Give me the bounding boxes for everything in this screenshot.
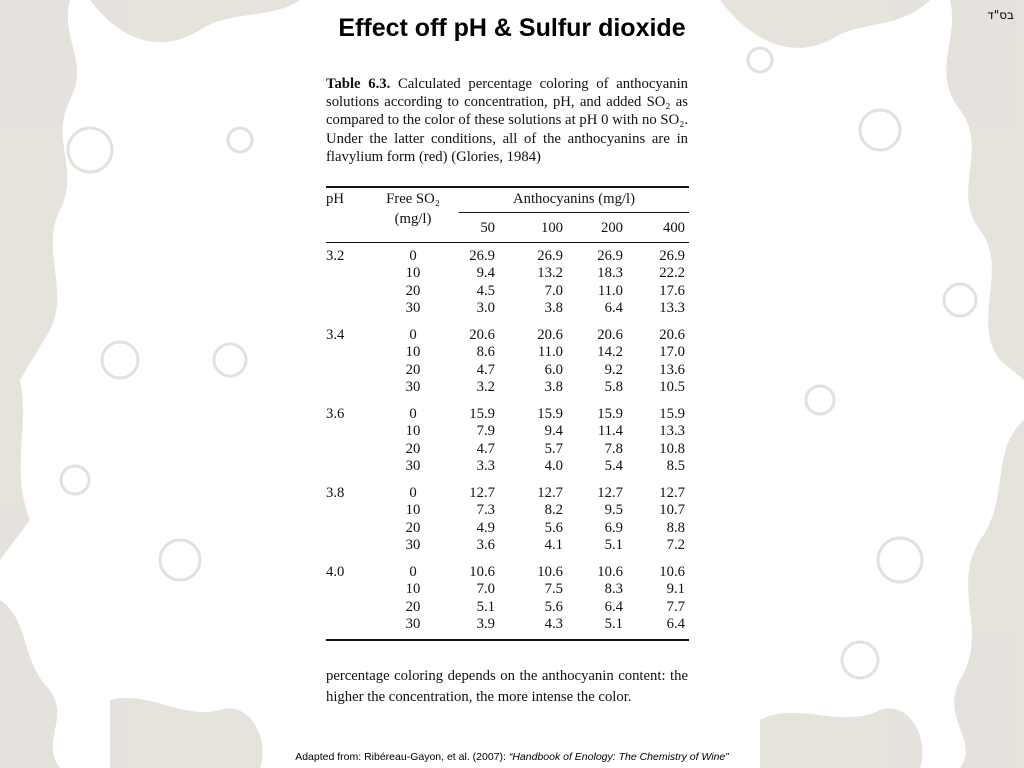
free-so2-value: 0	[409, 564, 417, 580]
free-so2-value: 20	[405, 361, 421, 378]
citation-prefix: Adapted from: Ribéreau-Gayon, et al. (2007):	[295, 751, 509, 763]
column-header-free-so2-unit: (mg/l)	[394, 211, 432, 227]
coloring-percentage-cell: 11.0	[597, 282, 623, 299]
table-header-rule	[326, 242, 689, 243]
coloring-percentage-cell: 15.9	[597, 406, 623, 422]
table-caption-label: Table 6.3.	[326, 76, 391, 92]
conclusion-note: percentage coloring depends on the anthocyanin content: the higher the concentration, the more intense the color.	[326, 668, 688, 705]
coloring-percentage-cell: 9.4	[476, 265, 495, 282]
coloring-percentage-cell: 17.6	[659, 282, 685, 299]
coloring-percentage-cell: 8.6	[476, 344, 495, 361]
coloring-percentage-cell: 10.6	[469, 564, 495, 580]
coloring-percentage-cell: 5.1	[476, 598, 495, 615]
free-so2-value: 0	[409, 485, 417, 501]
coloring-percentage-cell: 12.7	[659, 485, 685, 501]
coloring-percentage-cell: 18.3	[597, 265, 623, 282]
coloring-percentage-cell: 15.9	[537, 406, 563, 422]
coloring-percentage-cell: 9.5	[604, 502, 623, 519]
free-so2-value: 30	[405, 458, 421, 475]
free-so2-value: 20	[405, 598, 421, 615]
coloring-percentage-cell: 4.0	[544, 458, 563, 475]
coloring-percentage-cell: 20.6	[659, 327, 685, 343]
concentration-header: 100	[540, 220, 563, 236]
table-panel	[313, 65, 705, 737]
coloring-percentage-cell: 8.2	[544, 502, 563, 519]
coloring-percentage-cell: 6.4	[666, 616, 685, 633]
coloring-percentage-cell: 3.8	[544, 379, 563, 396]
free-so2-value: 30	[405, 537, 421, 554]
ph-value: 3.8	[326, 485, 345, 501]
column-header-free-so2: Free SO₂	[386, 191, 440, 207]
coloring-percentage-cell: 9.4	[544, 423, 563, 440]
source-citation	[0, 751, 1024, 763]
free-so2-value: 30	[405, 616, 421, 633]
coloring-percentage-cell: 12.7	[537, 485, 563, 501]
ph-value: 3.2	[326, 248, 345, 264]
coloring-percentage-cell: 14.2	[597, 344, 623, 361]
coloring-percentage-cell: 9.1	[666, 581, 685, 598]
free-so2-value: 10	[405, 423, 421, 440]
coloring-percentage-cell: 4.1	[544, 537, 563, 554]
coloring-percentage-cell: 5.4	[604, 458, 623, 475]
coloring-percentage-cell: 7.0	[544, 282, 563, 299]
column-header-ph: pH	[326, 191, 344, 207]
coloring-percentage-cell: 5.7	[544, 440, 563, 457]
free-so2-value: 20	[405, 519, 421, 536]
coloring-percentage-cell: 10.8	[659, 440, 685, 457]
coloring-percentage-cell: 3.6	[476, 537, 495, 554]
free-so2-value: 0	[409, 327, 417, 343]
free-so2-value: 0	[409, 406, 417, 422]
coloring-percentage-cell: 13.3	[659, 423, 685, 440]
coloring-percentage-cell: 15.9	[469, 406, 495, 422]
coloring-percentage-cell: 26.9	[537, 248, 563, 264]
coloring-percentage-cell: 5.1	[604, 537, 623, 554]
table-caption-text: Calculated percentage coloring of anthocyanin solutions according to concentration, pH, and added SO₂ as compared to the color of these solutions at pH 0 with no SO₂. Under the latter conditions, all of the anthocyanins are in flavylium form (red) (Glories, 1984)	[326, 76, 688, 165]
coloring-percentage-cell: 10.7	[659, 502, 685, 519]
concentration-header: 200	[600, 220, 623, 236]
coloring-percentage-cell: 5.6	[544, 519, 563, 536]
coloring-percentage-cell: 13.2	[537, 265, 563, 282]
ph-value: 4.0	[326, 564, 345, 580]
coloring-percentage-cell: 7.3	[476, 502, 495, 519]
ph-value: 3.4	[326, 327, 345, 343]
ph-value: 3.6	[326, 406, 345, 422]
coloring-percentage-cell: 5.1	[604, 616, 623, 633]
coloring-percentage-cell: 10.6	[597, 564, 623, 580]
coloring-percentage-cell: 26.9	[597, 248, 623, 264]
coloring-percentage-cell: 26.9	[469, 248, 495, 264]
free-so2-value: 10	[405, 502, 421, 519]
coloring-percentage-cell: 5.6	[544, 598, 563, 615]
coloring-percentage-cell: 3.2	[476, 379, 495, 396]
free-so2-value: 30	[405, 379, 421, 396]
coloring-percentage-cell: 20.6	[537, 327, 563, 343]
free-so2-value: 10	[405, 581, 421, 598]
coloring-percentage-cell: 7.0	[476, 581, 495, 598]
coloring-percentage-cell: 7.2	[666, 537, 685, 554]
coloring-percentage-cell: 7.8	[604, 440, 623, 457]
free-so2-value: 10	[405, 344, 421, 361]
citation-book-title: “Handbook of Enology: The Chemistry of Wine”	[508, 751, 729, 763]
coloring-percentage-cell: 10.5	[659, 379, 685, 396]
coloring-percentage-cell: 10.6	[659, 564, 685, 580]
coloring-percentage-cell: 3.3	[476, 458, 495, 475]
concentration-header: 50	[480, 220, 495, 236]
slide-title: Effect off pH & Sulfur dioxide	[338, 14, 686, 42]
coloring-percentage-cell: 4.7	[476, 361, 495, 378]
coloring-percentage-cell: 7.7	[666, 598, 685, 615]
free-so2-value: 20	[405, 282, 421, 299]
coloring-percentage-cell: 13.3	[659, 300, 685, 317]
coloring-percentage-cell: 7.9	[476, 423, 495, 440]
coloring-percentage-cell: 9.2	[604, 361, 623, 378]
coloring-percentage-cell: 17.0	[659, 344, 685, 361]
coloring-percentage-cell: 4.7	[476, 440, 495, 457]
hebrew-blessing-mark: בס"ד	[987, 8, 1014, 22]
coloring-percentage-cell: 20.6	[469, 327, 495, 343]
coloring-percentage-cell: 26.9	[659, 248, 685, 264]
coloring-percentage-cell: 4.3	[544, 616, 563, 633]
free-so2-value: 20	[405, 440, 421, 457]
coloring-percentage-cell: 12.7	[597, 485, 623, 501]
coloring-percentage-cell: 8.3	[604, 581, 623, 598]
coloring-percentage-cell: 6.4	[604, 598, 623, 615]
coloring-percentage-cell: 6.9	[604, 519, 623, 536]
coloring-percentage-cell: 4.5	[476, 282, 495, 299]
coloring-percentage-cell: 4.9	[476, 519, 495, 536]
coloring-percentage-cell: 8.5	[666, 458, 685, 475]
coloring-percentage-cell: 11.4	[597, 423, 623, 440]
coloring-percentage-cell: 13.6	[659, 361, 685, 378]
coloring-percentage-cell: 3.8	[544, 300, 563, 317]
coloring-percentage-cell: 3.9	[476, 616, 495, 633]
coloring-percentage-cell: 6.4	[604, 300, 623, 317]
coloring-percentage-cell: 10.6	[537, 564, 563, 580]
coloring-percentage-cell: 11.0	[537, 344, 563, 361]
coloring-percentage-cell: 8.8	[666, 519, 685, 536]
coloring-percentage-cell: 7.5	[544, 581, 563, 598]
free-so2-value: 0	[409, 248, 417, 264]
coloring-percentage-cell: 20.6	[597, 327, 623, 343]
free-so2-value: 30	[405, 300, 421, 317]
coloring-percentage-cell: 5.8	[604, 379, 623, 396]
table-top-rule	[326, 186, 689, 188]
concentration-header: 400	[662, 220, 685, 236]
column-header-anthocyanins: Anthocyanins (mg/l)	[513, 191, 635, 207]
coloring-percentage-cell: 12.7	[469, 485, 495, 501]
coloring-percentage-cell: 3.0	[476, 300, 495, 317]
anthocyanins-subheader-rule	[459, 212, 689, 213]
coloring-percentage-cell: 22.2	[659, 265, 685, 282]
coloring-percentage-cell: 15.9	[659, 406, 685, 422]
table-caption	[326, 75, 688, 166]
coloring-percentage-cell: 6.0	[544, 361, 563, 378]
free-so2-value: 10	[405, 265, 421, 282]
table-bottom-rule	[326, 639, 689, 641]
